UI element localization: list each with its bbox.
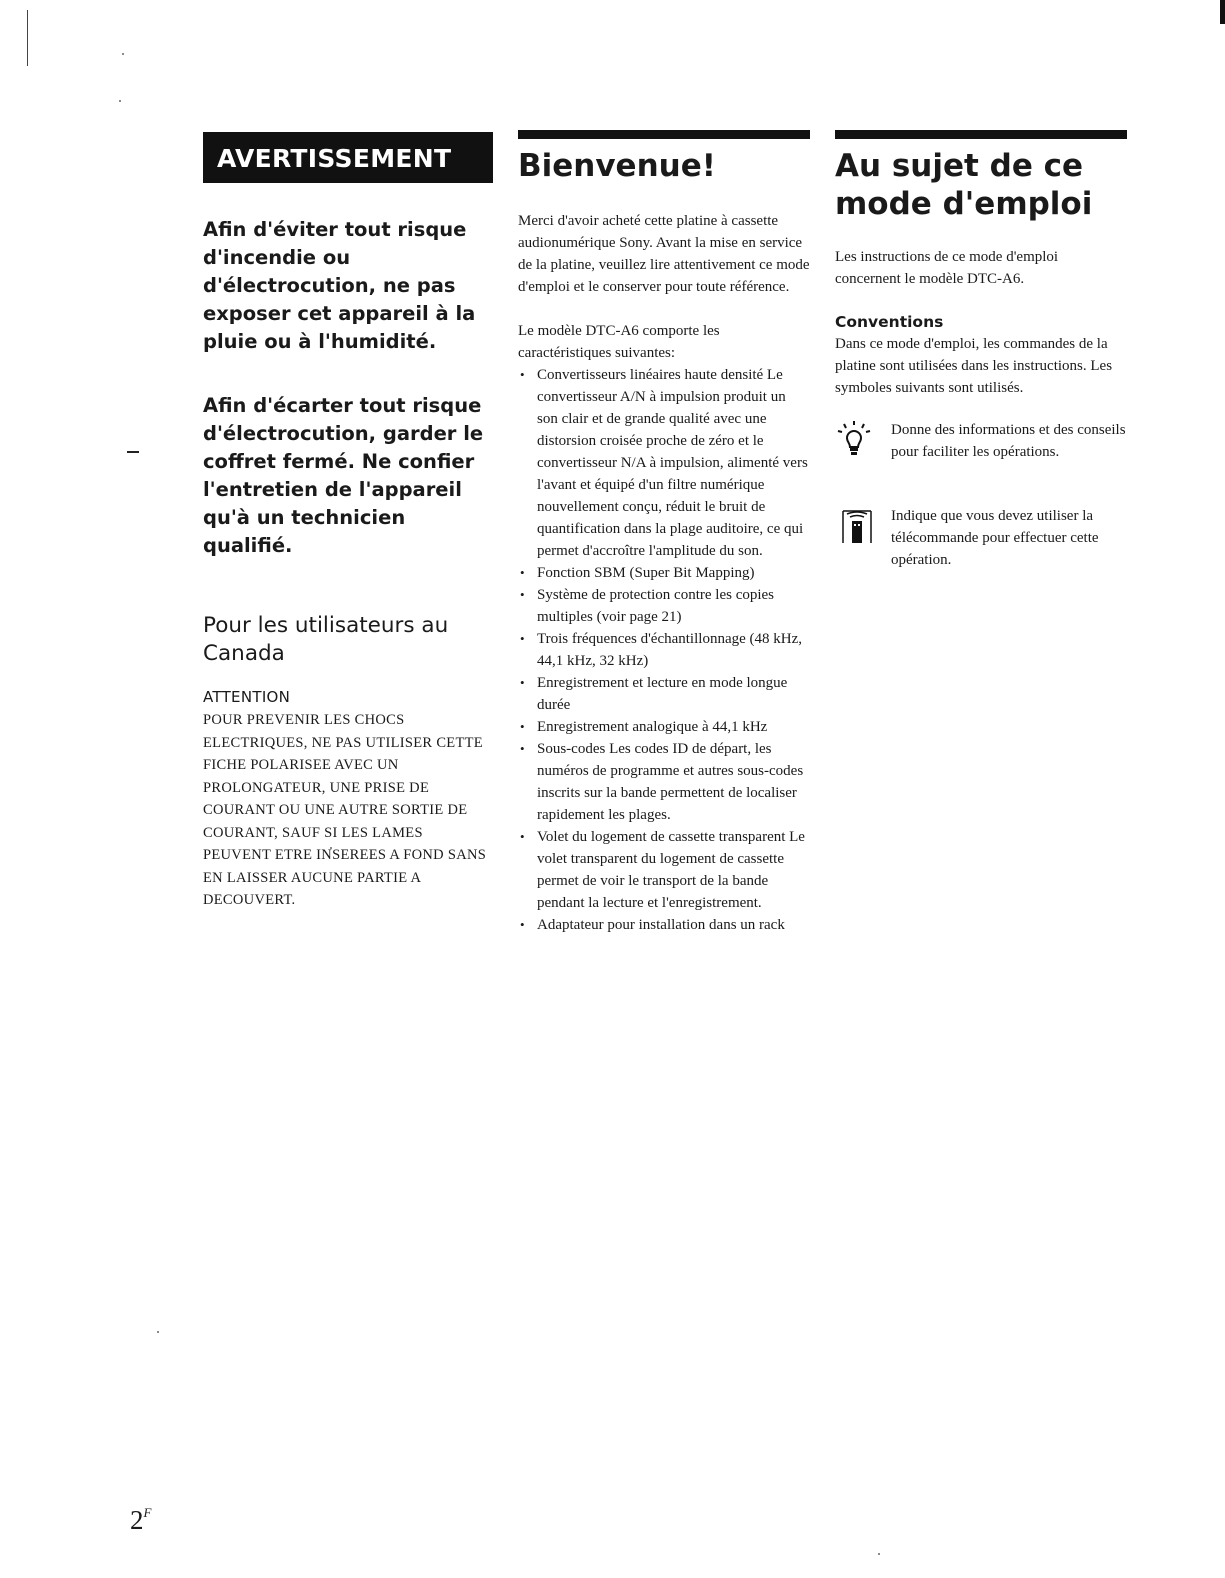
features-list xyxy=(518,364,810,936)
page-number-suffix: F xyxy=(143,1505,152,1520)
attention-text: POUR PREVENIR LES CHOCS ELECTRIQUES, NE PAS UTILISER CETTE FICHE POLARISEE AVEC UN PROLONGATEUR, UNE PRISE DE COURANT OU UNE AUTRE SORTIE DE COURANT, SAUF SI LES LAMES PEUVENT ETRE INSEREES A FOND SANS EN LAISSER AUCUNE PARTIE A DECOUVERT. xyxy=(203,712,487,908)
canada-heading: Pour les utilisateurs au Canada xyxy=(203,613,449,666)
section-rule xyxy=(518,130,810,139)
scan-mark-dash xyxy=(127,451,139,453)
symbol-tip-row xyxy=(835,419,1127,485)
warning-column xyxy=(203,132,493,912)
list-item: • Enregistrement analogique à 44,1 kHz xyxy=(518,716,810,738)
symbol-remote-text: Indique que vous devez utiliser la télécommande pour effectuer cette opération. xyxy=(891,508,1099,568)
scan-mark-line xyxy=(27,10,28,66)
welcome-column xyxy=(518,130,810,936)
symbol-remote-row xyxy=(835,505,1127,571)
list-item: • Système de protection contre les copies multiples (voir page 21) xyxy=(518,584,810,628)
warning-shock-text: Afin d'écarter tout risque d'électrocution, garder le coffret fermé. Ne confier l'entretien de l'appareil qu'à un technicien qualifié. xyxy=(203,394,484,557)
scan-speck xyxy=(878,1553,880,1555)
page-number-value: 2 xyxy=(130,1505,144,1535)
section-rule xyxy=(835,130,1127,139)
welcome-intro: Merci d'avoir acheté cette platine à cassette audionumérique Sony. Avant la mise en service de la platine, veuillez lire attentivement ce mode d'emploi et le conserver pour toute référence. xyxy=(518,213,810,295)
about-title: Au sujet de ce mode d'emploi xyxy=(835,148,1093,222)
page-number xyxy=(130,1498,151,1535)
conventions-heading: Conventions xyxy=(835,313,944,331)
list-item: • Adaptateur pour installation dans un rack xyxy=(518,914,810,936)
warning-fire-text: Afin d'éviter tout risque d'incendie ou d'électrocution, ne pas exposer cet appareil à la pluie ou à l'humidité. xyxy=(203,218,476,353)
conventions-text: Dans ce mode d'emploi, les commandes de la platine sont utilisées dans les instructions. Les symboles suivants sont utilisés. xyxy=(835,336,1113,396)
symbol-tip-text: Donne des informations et des conseils pour faciliter les opérations. xyxy=(891,422,1126,460)
scan-speck xyxy=(122,53,124,55)
scan-mark-bar xyxy=(1220,0,1225,24)
attention-label: ATTENTION xyxy=(203,688,291,706)
welcome-title: Bienvenue! xyxy=(518,148,716,184)
list-item: • Trois fréquences d'échantillonnage (48 kHz, 44,1 kHz, 32 kHz) xyxy=(518,628,810,672)
list-item: • Convertisseurs linéaires haute densité Le convertisseur A/N à impulsion produit un son clair et de grande qualité avec une distorsion croisée proche de zéro et le convertisseur N/A à impulsion, alimenté vers l'avant et équipé d'un filtre numérique nouvellement conçu, réduit le bruit de quantification dans la plage auditoire, ce qui permet d'accroître l'amplitude du son. xyxy=(518,364,810,562)
scan-speck xyxy=(119,100,121,102)
about-column xyxy=(835,130,1127,571)
warning-heading: AVERTISSEMENT xyxy=(203,132,493,183)
about-intro: Les instructions de ce mode d'emploi concernent le modèle DTC-A6. xyxy=(835,249,1059,287)
list-item: • Volet du logement de cassette transparent Le volet transparent du logement de cassette permet de voir le transport de la bande pendant la lecture et l'enregistrement. xyxy=(518,826,810,914)
list-item: • Fonction SBM (Super Bit Mapping) xyxy=(518,562,810,584)
remote-control-icon xyxy=(835,505,873,545)
lightbulb-icon xyxy=(835,419,873,459)
features-intro: Le modèle DTC-A6 comporte les caractéristiques suivantes: xyxy=(518,323,720,361)
list-item: • Enregistrement et lecture en mode longue durée xyxy=(518,672,810,716)
scan-speck xyxy=(157,1331,159,1333)
list-item: • Sous-codes Les codes ID de départ, les numéros de programme et autres sous-codes inscrits sur la bande permettent de localiser rapidement les plages. xyxy=(518,738,810,826)
